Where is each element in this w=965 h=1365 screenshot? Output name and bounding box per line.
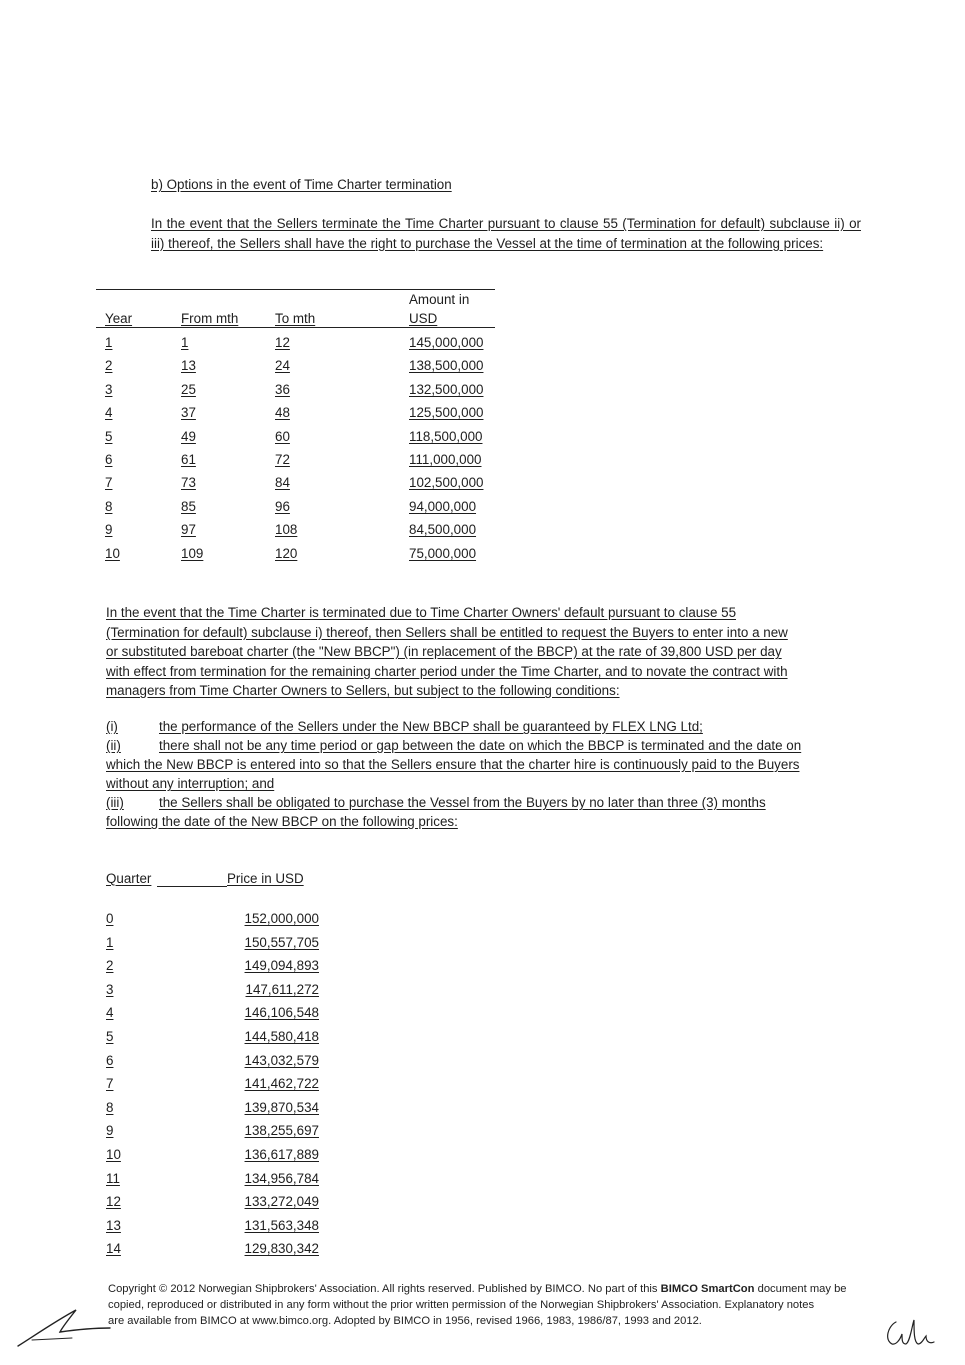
table-cell-from: 13 (181, 358, 196, 374)
table-cell-quarter: 3 (106, 981, 114, 997)
table-cell-to: 120 (275, 545, 298, 561)
table-cell-price: 147,611,272 (245, 981, 319, 997)
table-cell-amount: 102,500,000 (409, 475, 484, 491)
intro-paragraph: In the event that the Sellers terminate the Time Charter pursuant to clause 55 (Termination for default) subclause ii) or iii) thereof, the Sellers shall have the right to purchase the Vessel at the time of termination at the following prices: (151, 216, 861, 251)
table-cell-price: 141,462,722 (244, 1076, 319, 1092)
table-cell-amount: 118,500,000 (409, 428, 483, 444)
condition-iii-text: the Sellers shall be obligated to purchase the Vessel from the Buyers by no later than three (3) months (159, 795, 766, 810)
footer-text: Copyright © 2012 Norwegian Shipbrokers' Association. All rights reserved. Published by BIMCO. No part of this (108, 1283, 661, 1295)
table-cell-quarter: 11 (106, 1170, 120, 1186)
table-cell-price: 136,617,889 (244, 1147, 319, 1162)
table-cell-quarter: 7 (106, 1076, 114, 1092)
bbcp-line: (Termination for default) subclause i) thereof, then Sellers shall be entitled to request the Buyers to enter into a new (106, 624, 788, 640)
copyright-footer (108, 1281, 847, 1329)
table-cell-amount: 145,000,000 (409, 335, 484, 350)
table-cell-price: 150,557,705 (244, 934, 319, 950)
table-cell-from: 73 (181, 475, 196, 491)
table-cell-price: 131,563,348 (244, 1217, 319, 1233)
section-heading: b) Options in the event of Time Charter termination (151, 177, 452, 192)
table-cell-price: 149,094,893 (244, 958, 319, 974)
table-cell-quarter: 2 (106, 958, 114, 974)
table-cell-price: 152,000,000 (244, 911, 319, 926)
header-year: Year (105, 311, 133, 326)
header-price: Price in USD (227, 871, 304, 886)
table-cell-year: 9 (105, 522, 113, 538)
table-cell-from: 109 (181, 545, 204, 561)
bbcp-line: managers from Time Charter Owners to Sellers, but subject to the following conditions: (106, 683, 620, 698)
table-cell-amount: 138,500,000 (409, 358, 484, 374)
table-cell-price: 138,255,697 (244, 1123, 319, 1139)
table-cell-from: 25 (181, 381, 196, 397)
table-cell-quarter: 4 (106, 1005, 114, 1021)
table-cell-from: 61 (181, 452, 196, 467)
table-cell-quarter: 9 (106, 1123, 114, 1139)
table-cell-price: 146,106,548 (244, 1005, 319, 1021)
condition-ii-continued: without any interruption; and (106, 776, 275, 791)
table-cell-to: 48 (275, 405, 290, 421)
table-cell-quarter: 8 (106, 1099, 114, 1115)
condition-ii-continued: which the New BBCP is entered into so that the Sellers ensure that the charter hire is continuously paid to the Buyers (106, 757, 800, 772)
condition-ii-text: there shall not be any time period or gap between the date on which the BBCP is terminated and the date on (159, 738, 802, 753)
table-cell-quarter: 6 (106, 1052, 114, 1068)
condition-iii-continued: following the date of the New BBCP on the following prices: (106, 814, 458, 829)
footer-text: document may be (754, 1283, 847, 1295)
table-cell-from: 85 (181, 498, 196, 514)
table-cell-quarter: 12 (106, 1194, 121, 1210)
table-cell-price: 144,580,418 (244, 1029, 319, 1044)
condition-i-marker: (i) (106, 719, 118, 734)
table-cell-to: 24 (275, 358, 290, 374)
table-cell-quarter: 0 (106, 911, 114, 926)
table-cell-year: 10 (105, 545, 120, 561)
table-cell-from: 1 (181, 335, 189, 350)
condition-iii-marker: (iii) (106, 795, 124, 810)
table-cell-price: 129,830,342 (244, 1241, 319, 1257)
header-amount-line2: USD (409, 311, 438, 326)
table-cell-quarter: 14 (106, 1241, 121, 1257)
table-cell-price: 139,870,534 (244, 1099, 319, 1115)
table-cell-price: 134,956,784 (244, 1170, 319, 1186)
bbcp-line: In the event that the Time Charter is terminated due to Time Charter Owners' default pursuant to clause 55 (106, 605, 737, 620)
table-top-rule (96, 289, 495, 290)
table-cell-price: 133,272,049 (244, 1194, 319, 1210)
table-cell-to: 84 (275, 475, 290, 491)
table-cell-from: 37 (181, 405, 196, 421)
table-cell-from: 49 (181, 428, 196, 444)
table-cell-from: 97 (181, 522, 196, 538)
table-cell-to: 96 (275, 498, 290, 514)
table-cell-quarter: 13 (106, 1217, 121, 1233)
header-rule (157, 886, 227, 887)
table-cell-quarter: 1 (106, 934, 114, 950)
footer-brand: BIMCO SmartCon (660, 1283, 755, 1295)
initials-right (880, 1312, 940, 1352)
table-cell-quarter: 5 (106, 1029, 114, 1044)
bbcp-line: or substituted bareboat charter (the "New BBCP") (in replacement of the BBCP) at the rate of 39,800 USD per day (106, 644, 782, 659)
header-quarter: Quarter (106, 871, 152, 886)
table-header-rule (96, 327, 495, 328)
condition-i-text: the performance of the Sellers under the New BBCP shall be guaranteed by FLEX LNG Ltd; (159, 719, 703, 734)
bbcp-paragraph (106, 603, 861, 701)
table-cell-to: 36 (275, 381, 290, 397)
table-cell-amount: 84,500,000 (409, 522, 477, 538)
table-cell-amount: 111,000,000 (409, 452, 482, 467)
table-cell-year: 8 (105, 498, 113, 514)
table-cell-year: 1 (105, 335, 113, 350)
header-to-month: To mth (275, 311, 316, 326)
table-cell-quarter: 10 (106, 1147, 121, 1162)
table-cell-year: 7 (105, 475, 113, 491)
table-cell-price: 143,032,579 (244, 1052, 319, 1068)
table-cell-to: 12 (275, 335, 290, 350)
condition-ii-marker: (ii) (106, 738, 121, 753)
table-cell-amount: 94,000,000 (409, 498, 477, 514)
footer-text: copied, reproduced or distributed in any form without the prior written permission of the Norwegian Shipbrokers' Association. Explanatory notes (108, 1299, 815, 1311)
table-cell-to: 108 (275, 522, 298, 538)
table-cell-to: 72 (275, 452, 290, 467)
table-cell-amount: 75,000,000 (409, 545, 477, 561)
table-cell-year: 3 (105, 381, 113, 397)
header-amount-line1: Amount in (409, 292, 470, 307)
table-cell-year: 6 (105, 452, 113, 467)
bbcp-line: with effect from termination for the remaining charter period under the Time Charter, and to novate the contract with (106, 663, 788, 679)
footer-text: are available from BIMCO at www.bimco.org. Adopted by BIMCO in 1956, revised 1966, 1983, 1986/87, 1993 and 2012. (108, 1315, 702, 1327)
table-cell-to: 60 (275, 428, 290, 444)
table-cell-year: 5 (105, 428, 113, 444)
table-cell-amount: 125,500,000 (409, 405, 484, 421)
table-cell-year: 4 (105, 405, 113, 421)
header-from-month: From mth (181, 311, 239, 326)
table-cell-amount: 132,500,000 (409, 381, 484, 397)
table-cell-year: 2 (105, 358, 113, 374)
signature-left (14, 1300, 114, 1350)
